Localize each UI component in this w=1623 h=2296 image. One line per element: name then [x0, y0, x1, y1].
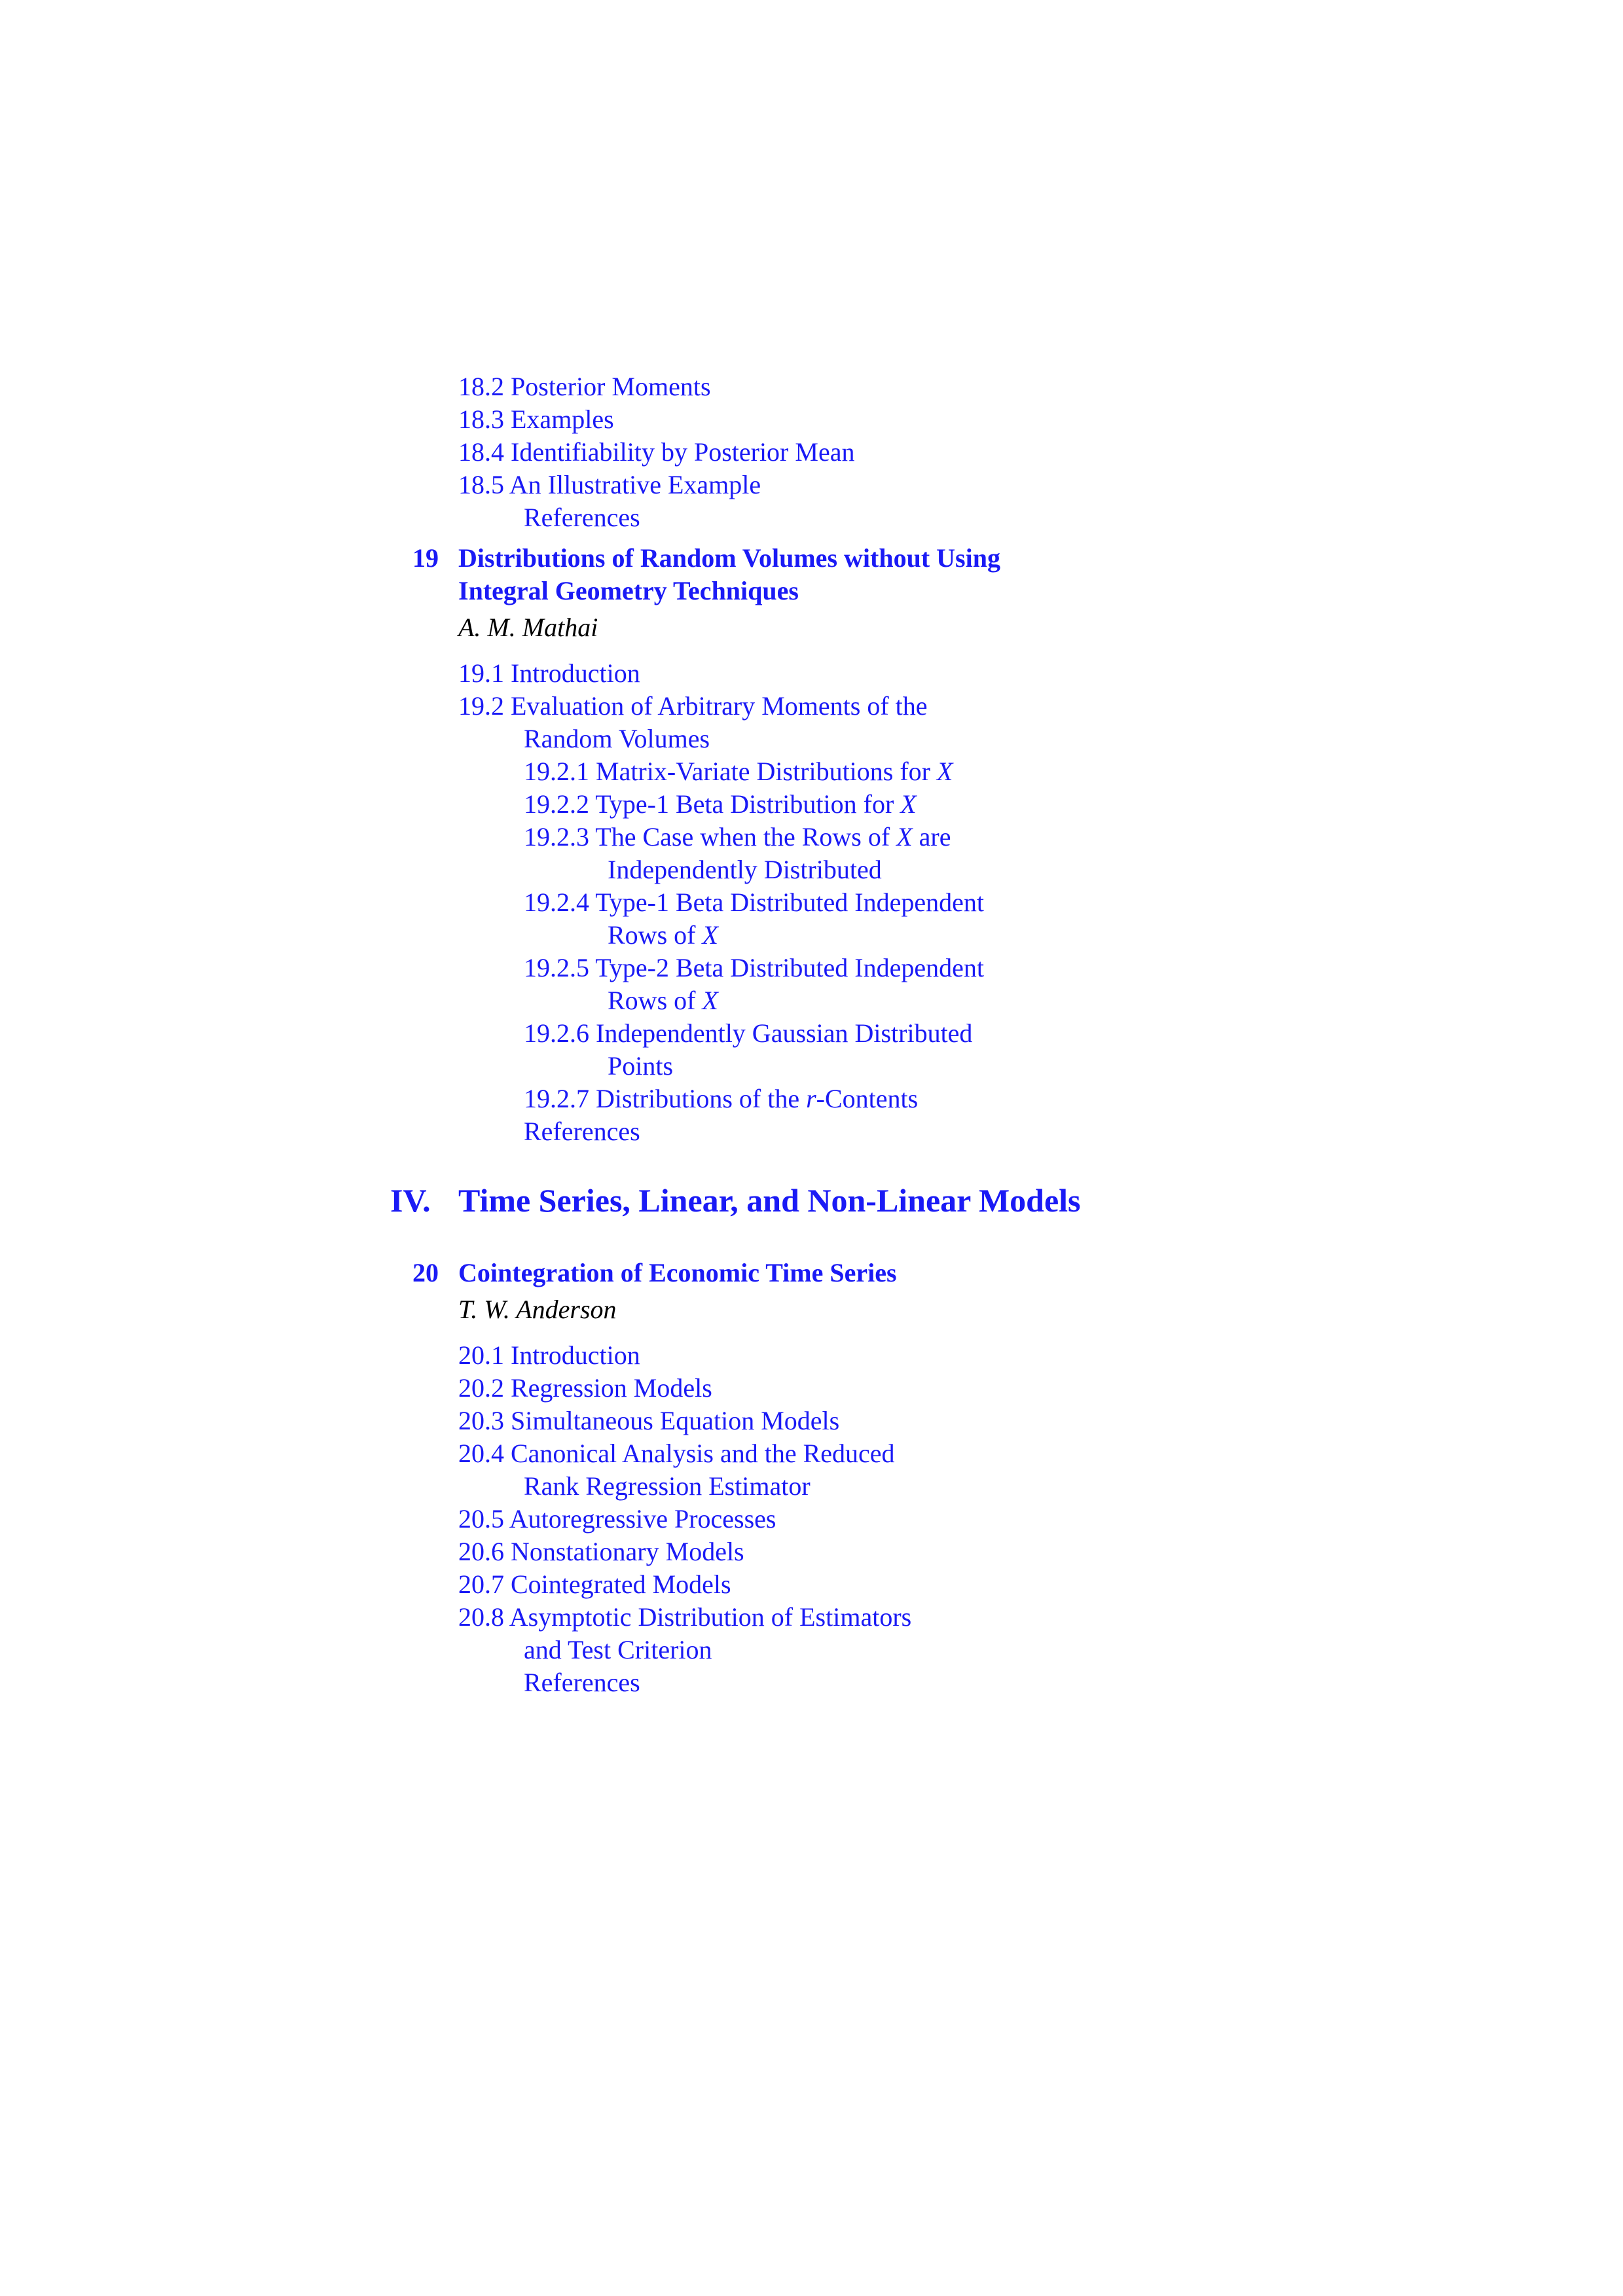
- section-number: 20.2: [458, 1373, 504, 1403]
- toc-entry-18-references[interactable]: References: [524, 503, 640, 532]
- toc-entry-19-2-1[interactable]: [524, 755, 953, 788]
- math-variable: X: [896, 822, 913, 852]
- toc-entry-19-2-6[interactable]: [524, 1017, 972, 1050]
- toc-entry-20-2[interactable]: [458, 1372, 712, 1405]
- chapter-number: 20: [412, 1258, 439, 1287]
- section-number: 19.1: [458, 658, 504, 688]
- section-number: 19.2.5: [524, 953, 589, 982]
- section-title: Examples: [511, 404, 614, 434]
- section-title: Canonical Analysis and the Reduced: [511, 1439, 895, 1468]
- section-title: Posterior Moments: [511, 372, 711, 401]
- section-title: Cointegrated Models: [511, 1570, 731, 1599]
- chapter-19-title-line1[interactable]: Distributions of Random Volumes without Using: [458, 543, 1000, 573]
- toc-entry-19-2-6-line2[interactable]: Points: [608, 1051, 674, 1081]
- section-number: 19.2.6: [524, 1018, 589, 1048]
- section-title: The Case when the Rows of: [595, 822, 890, 852]
- section-number: 20.1: [458, 1340, 504, 1370]
- toc-chapter-20[interactable]: [412, 1257, 439, 1289]
- section-title-cont: Rows of: [608, 920, 696, 950]
- toc-entry-20-1[interactable]: [458, 1339, 640, 1372]
- section-number: 19.2.7: [524, 1084, 589, 1113]
- toc-entry-19-1[interactable]: [458, 657, 640, 690]
- section-title: Type-1 Beta Distribution for: [595, 789, 894, 819]
- section-number: 20.3: [458, 1406, 504, 1435]
- toc-entry-19-2-line2[interactable]: Random Volumes: [524, 724, 710, 753]
- section-number: 19.2: [458, 691, 504, 721]
- section-title: Asymptotic Distribution of Estimators: [509, 1602, 912, 1632]
- section-number: 20.6: [458, 1537, 504, 1566]
- toc-entry-20-4[interactable]: [458, 1437, 895, 1470]
- section-title: Distributions of the: [596, 1084, 800, 1113]
- toc-entry-20-6[interactable]: [458, 1535, 744, 1568]
- section-number: 19.2.2: [524, 789, 589, 819]
- math-variable: r: [806, 1084, 816, 1113]
- section-title-cont: Rows of: [608, 986, 696, 1015]
- section-number: 18.2: [458, 372, 504, 401]
- toc-chapter-19[interactable]: [412, 542, 439, 575]
- toc-entry-18-3[interactable]: [458, 403, 614, 436]
- section-title: An Illustrative Example: [509, 470, 761, 499]
- toc-entry-20-7[interactable]: [458, 1568, 731, 1601]
- toc-part-4-label[interactable]: IV.: [390, 1182, 431, 1219]
- toc-entry-19-2-3[interactable]: [524, 821, 951, 853]
- section-number: 18.3: [458, 404, 504, 434]
- section-number: 19.2.1: [524, 757, 589, 786]
- toc-entry-19-2-2[interactable]: [524, 788, 917, 821]
- section-number: 20.7: [458, 1570, 504, 1599]
- toc-entry-19-2-5-line2[interactable]: [608, 984, 718, 1017]
- toc-entry-20-4-line2[interactable]: Rank Regression Estimator: [524, 1471, 811, 1501]
- section-title: Independently Gaussian Distributed: [596, 1018, 973, 1048]
- toc-entry-20-3[interactable]: [458, 1405, 839, 1437]
- toc-entry-19-2-5[interactable]: [524, 952, 984, 984]
- section-number: 20.4: [458, 1439, 504, 1468]
- toc-entry-18-2[interactable]: [458, 370, 711, 403]
- section-title: Simultaneous Equation Models: [511, 1406, 840, 1435]
- section-title-cont: -Contents: [816, 1084, 919, 1113]
- section-title: Matrix-Variate Distributions for: [596, 757, 930, 786]
- toc-entry-20-references[interactable]: References: [524, 1668, 640, 1697]
- section-title: Autoregressive Processes: [509, 1504, 776, 1534]
- toc-part-4-title[interactable]: Time Series, Linear, and Non-Linear Models: [458, 1182, 1081, 1219]
- section-title: Type-1 Beta Distributed Independent: [595, 888, 984, 917]
- toc-entry-19-2-4-line2[interactable]: [608, 919, 718, 952]
- section-number: 19.2.4: [524, 888, 589, 917]
- chapter-19-author: A. M. Mathai: [458, 613, 598, 642]
- section-title: Regression Models: [511, 1373, 712, 1403]
- toc-entry-20-8[interactable]: [458, 1601, 911, 1634]
- section-number: 19.2.3: [524, 822, 589, 852]
- section-number: 20.5: [458, 1504, 504, 1534]
- math-variable: X: [702, 986, 718, 1015]
- chapter-number: 19: [412, 543, 439, 573]
- toc-entry-19-2-7[interactable]: [524, 1083, 918, 1115]
- toc-entry-18-4[interactable]: [458, 436, 854, 469]
- section-number: 20.8: [458, 1602, 504, 1632]
- section-title: Identifiability by Posterior Mean: [511, 437, 855, 467]
- toc-entry-19-2-3-line2[interactable]: Independently Distributed: [608, 855, 882, 884]
- toc-entry-20-5[interactable]: [458, 1503, 776, 1535]
- section-title: Evaluation of Arbitrary Moments of the: [511, 691, 928, 721]
- section-title: Type-2 Beta Distributed Independent: [595, 953, 984, 982]
- chapter-19-title-line2[interactable]: Integral Geometry Techniques: [458, 576, 799, 605]
- section-title: Nonstationary Models: [511, 1537, 744, 1566]
- toc-entry-19-2-4[interactable]: [524, 886, 984, 919]
- section-number: 18.4: [458, 437, 504, 467]
- section-title: Introduction: [511, 658, 640, 688]
- math-variable: X: [937, 757, 953, 786]
- toc-entry-19-2[interactable]: [458, 690, 928, 723]
- toc-entry-20-8-line2[interactable]: and Test Criterion: [524, 1635, 712, 1664]
- chapter-20-title[interactable]: Cointegration of Economic Time Series: [458, 1258, 897, 1287]
- section-title-cont: are: [919, 822, 951, 852]
- section-title: Introduction: [511, 1340, 640, 1370]
- toc-entry-18-5[interactable]: [458, 469, 761, 501]
- math-variable: X: [900, 789, 917, 819]
- toc-entry-19-references[interactable]: References: [524, 1117, 640, 1146]
- math-variable: X: [702, 920, 718, 950]
- chapter-20-author: T. W. Anderson: [458, 1295, 617, 1324]
- section-number: 18.5: [458, 470, 504, 499]
